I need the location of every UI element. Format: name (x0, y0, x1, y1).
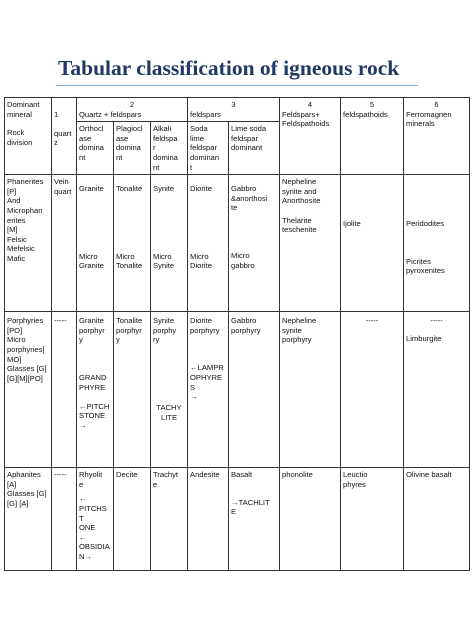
cell-c3a (188, 468, 229, 571)
cell-value: Granite porphyr y (79, 316, 105, 345)
header-lime-soda (229, 122, 280, 175)
cell-c3b (229, 175, 280, 312)
header-alkali-feldspar-label: Alkali feldspa r domina nt (153, 124, 178, 172)
header-cell-col2 (77, 98, 188, 122)
cell-value: Micro Tonalite (116, 251, 143, 271)
header-cell-col5 (341, 98, 404, 175)
cell-value: ----- (365, 316, 379, 326)
cell-c2c (151, 312, 188, 468)
title-underline (56, 85, 418, 86)
header-plagioclase-label: Plagiocl ase domina nt (116, 124, 143, 162)
cell-division (5, 175, 52, 312)
cell-value: Andesite (190, 470, 220, 480)
header-col3-number: 3 (231, 100, 236, 109)
header-plagioclase (114, 122, 151, 175)
cell-value: Gabbro porphyry (231, 316, 261, 335)
cell-c3a (188, 175, 229, 312)
cell-value: Synite (153, 184, 175, 194)
cell-value: ← PITCHST ONE ← OBSIDIA N→ (79, 494, 110, 561)
cell-c3b (229, 312, 280, 468)
header-col4-name: Feldspars+ Feldspathoids (282, 109, 330, 129)
header-col1-name: quart z (54, 128, 72, 148)
header-soda-lime (188, 122, 229, 175)
header-soda-lime-label: Soda lime feldspar dominan t (190, 124, 220, 172)
header-cell-col6 (404, 98, 470, 175)
cell-value: Nepheline synite porphyry (282, 316, 317, 345)
cell-value: Gabbro &anorthosi te (231, 184, 268, 213)
header-row (5, 98, 470, 122)
cell-c2a (77, 175, 114, 312)
table-row-aphanites (5, 468, 470, 571)
cell-value: Basalt (231, 470, 253, 480)
cell-value: TACHY LITE (156, 402, 182, 422)
division-label: Phanerites [P] And Microphan erites [M] Felsic Mefelsic Mafic (7, 177, 44, 263)
cell-value: Picrites pyroxenites (406, 256, 445, 276)
cell-value: Micro Synite (153, 251, 175, 271)
header-col6-name: Ferromagnen minerals (406, 109, 452, 129)
header-cell-col3 (188, 98, 280, 122)
header-col1-number: 1 (54, 110, 59, 119)
cell-c3b (229, 468, 280, 571)
cell-value: Nepheline synite and Anorthosite Thelarite teschenite (282, 177, 321, 235)
cell-c6 (404, 468, 470, 571)
header-dominant-mineral: Dominant mineral (7, 100, 40, 119)
cell-c2a (77, 312, 114, 468)
cell-value: Limburgite (406, 333, 442, 343)
cell-value: phonolite (282, 470, 313, 480)
header-col6-number: 6 (434, 100, 439, 109)
header-col3-name: feldspars (190, 109, 221, 119)
cell-value: Tonalite (116, 184, 143, 194)
header-col4-number: 4 (307, 100, 313, 109)
cell-c1 (52, 175, 77, 312)
cell-c2a (77, 468, 114, 571)
cell-value: ----- (54, 470, 67, 480)
cell-c4 (280, 175, 341, 312)
cell-value: ----- (430, 316, 443, 326)
cell-c2b (114, 468, 151, 571)
cell-c4 (280, 312, 341, 468)
cell-c2c (151, 468, 188, 571)
cell-c2c (151, 175, 188, 312)
table-row-porphyries (5, 312, 470, 468)
cell-value: Vein quart (54, 177, 72, 196)
division-label: Porphyries [PO] Micro porphyries[ MO] Glasses [G] [G][M][PO] (7, 316, 47, 383)
cell-value: Diorite porphyry (190, 316, 220, 335)
classification-table (4, 97, 470, 571)
table-row-phanerites (5, 175, 470, 312)
cell-value: GRAND PHYRE ←PITCH STONE → (79, 372, 110, 430)
cell-value: Ijolite (343, 219, 361, 229)
cell-value: Tonalite porphyr y (116, 316, 143, 345)
cell-c5 (341, 312, 404, 468)
cell-value: Decite (116, 470, 138, 480)
header-cell-col1 (52, 98, 77, 175)
cell-c6 (404, 312, 470, 468)
header-col5-number: 5 (369, 100, 375, 109)
cell-division (5, 312, 52, 468)
cell-value: Synite porphy ry (153, 316, 177, 345)
header-rock-division: Rock division (7, 128, 33, 147)
cell-c5 (341, 468, 404, 571)
cell-division (5, 468, 52, 571)
header-col2-number: 2 (129, 100, 135, 109)
cell-value: Olivine basalt (406, 470, 452, 480)
cell-value: ←LAMPR OPHYRES → (190, 363, 224, 402)
cell-value: Micro Diorite (190, 251, 212, 271)
header-col2-name: Quartz + feldspars (79, 109, 142, 119)
cell-c1 (52, 312, 77, 468)
cell-value: Rhyolit e (79, 470, 103, 489)
header-cell-dominant-mineral (5, 98, 52, 175)
cell-value: Peridodites (406, 219, 445, 229)
header-lime-soda-label: Lime soda feldspar dominant (231, 124, 267, 153)
header-cell-col4 (280, 98, 341, 175)
cell-c2b (114, 312, 151, 468)
cell-c6 (404, 175, 470, 312)
cell-c5 (341, 175, 404, 312)
division-label: Aphanites [A] Glasses [G] [G] [A] (7, 470, 47, 508)
cell-c3a (188, 312, 229, 468)
cell-value: ----- (54, 316, 67, 326)
header-orthoclase-label: Orthocl ase domina nt (79, 124, 104, 162)
cell-c4 (280, 468, 341, 571)
cell-value: Micro gabbro (231, 250, 255, 270)
page-title: Tabular classification of igneous rock (58, 56, 400, 80)
cell-value: Trachyt e (153, 470, 179, 489)
cell-value: →TACHLIT E (231, 497, 270, 517)
cell-value: Diorite (190, 184, 212, 194)
header-orthoclase (77, 122, 114, 175)
cell-c2b (114, 175, 151, 312)
header-col5-name: feldspathoids (343, 109, 388, 119)
cell-value: Granite (79, 184, 104, 194)
cell-value: Micro Granite (79, 251, 104, 271)
cell-c1 (52, 468, 77, 571)
header-alkali-feldspar (151, 122, 188, 175)
cell-value: Leuctio phyres (343, 470, 368, 489)
